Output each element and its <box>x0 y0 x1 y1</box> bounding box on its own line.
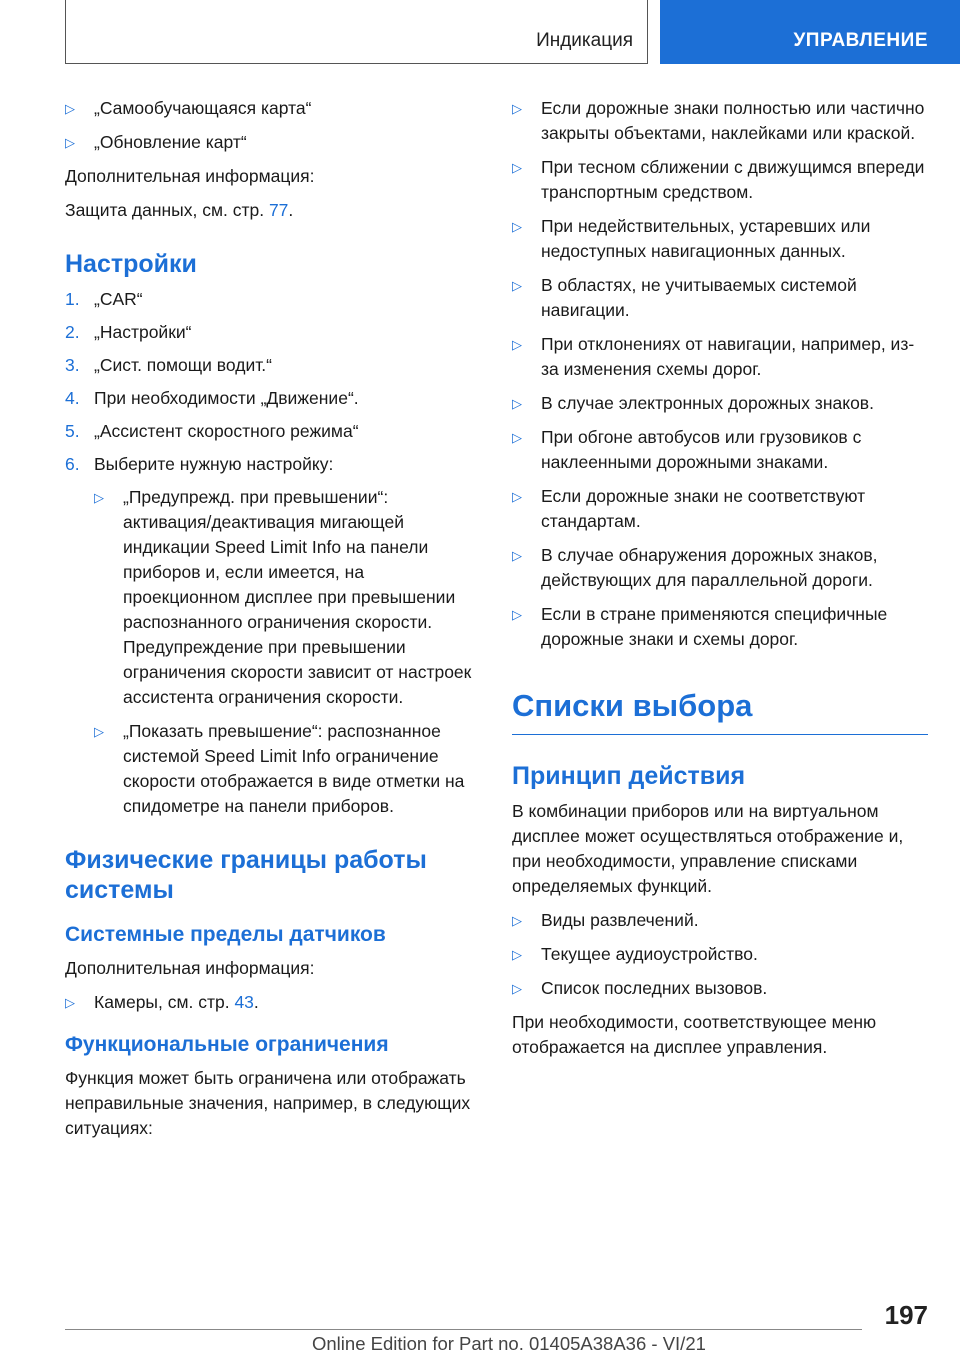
header-section-box <box>65 0 648 64</box>
page-link-77[interactable]: 77 <box>268 200 289 220</box>
triangle-bullet-icon: ▷ <box>512 219 522 234</box>
list-item: ▷ „Предупрежд. при превышении“: активация/деактивация мигающей индикации Speed Limit Info на панели приборов и, если имеется, на проекционном дисплее при превышении распознанного ограничения скорости. Предупреждение при превышении ограничения скорости зависит от настроек ассистента ограничения скорости. <box>94 487 472 707</box>
list-item: ▷ Текущее аудиоустройство. <box>512 942 928 967</box>
footer-divider <box>65 1329 862 1330</box>
sensor-heading: Системные пределы датчиков <box>65 923 386 946</box>
left-column <box>65 96 475 1150</box>
header-chapter-tab <box>660 0 960 64</box>
step-item: 1. „CAR“ <box>65 289 143 309</box>
page-link-43[interactable]: 43 <box>234 992 254 1012</box>
func-heading: Функциональные ограничения <box>65 1033 389 1056</box>
step-item: 3. „Сист. помощи водит.“ <box>65 355 272 375</box>
info-text: Защита данных, см. стр. 77. <box>65 200 294 220</box>
list-item: ▷ При обгоне автобусов или грузовиков с наклеенными дорожными знаками. <box>512 427 862 472</box>
list-item: ▷ „Обновление карт“ <box>65 130 475 155</box>
list-item: ▷ Камеры, см. стр. 43. <box>65 990 475 1015</box>
triangle-bullet-icon: ▷ <box>512 489 522 504</box>
sub-list <box>65 485 475 819</box>
principle-text: В комбинации приборов или на виртуальном дисплее может осуществляться отображение и, при необходимости, управление списками определяемых функций. <box>512 801 904 896</box>
list-item: ▷ Если дорожные знаки полностью или частично закрыты объектами, наклейками или краской. <box>512 98 925 143</box>
list-item: ▷ „Самообучающаяся карта“ <box>65 96 475 121</box>
triangle-bullet-icon: ▷ <box>512 160 522 175</box>
list-item: ▷ В областях, не учитываемых системой навигации. <box>512 275 857 320</box>
footer-edition: Online Edition for Part no. 01405A38A36 - VI/21 <box>312 1333 706 1354</box>
sensor-label: Дополнительная информация: <box>65 958 315 978</box>
list-item: ▷ В случае обнаружения дорожных знаков, действующих для параллельной дороги. <box>512 545 878 590</box>
step-item: 4. При необходимости „Движение“. <box>65 388 359 408</box>
triangle-bullet-icon: ▷ <box>512 430 522 445</box>
triangle-bullet-icon: ▷ <box>94 724 104 739</box>
triangle-bullet-icon: ▷ <box>512 396 522 411</box>
list-item: ▷ „Показать превышение“: распознанное системой Speed Limit Info ограничение скорости отображается в виде отметки на спидометре на панели приборов. <box>94 721 465 816</box>
list-item: ▷ При тесном сближении с движущимся впереди транспортным средством. <box>512 157 925 202</box>
list-item: ▷ Список последних вызовов. <box>512 976 928 1001</box>
triangle-bullet-icon: ▷ <box>512 337 522 352</box>
list-item: ▷ Если в стране применяются специфичные дорожные знаки и схемы дорог. <box>512 604 888 649</box>
menu-text: При необходимости, соответствующее меню отображается на дисплее управления. <box>512 1012 877 1057</box>
triangle-bullet-icon: ▷ <box>65 101 75 116</box>
triangle-bullet-icon: ▷ <box>512 947 522 962</box>
list-item: ▷ В случае электронных дорожных знаков. <box>512 391 928 416</box>
principle-heading: Принцип действия <box>512 762 746 790</box>
header-chapter-title: УПРАВЛЕНИЕ <box>793 30 928 51</box>
header-section-title: Индикация <box>536 30 633 51</box>
step-item: 5. „Ассистент скоростного режима“ <box>65 421 359 441</box>
triangle-bullet-icon: ▷ <box>512 278 522 293</box>
triangle-bullet-icon: ▷ <box>512 101 522 116</box>
limits-heading: Физические границы работы системы <box>65 846 427 904</box>
triangle-bullet-icon: ▷ <box>65 995 75 1010</box>
func-text: Функция может быть ограничена или отображать неправильные значения, например, в следующих ситуациях: <box>65 1068 471 1138</box>
page-number: 197 <box>884 1300 928 1330</box>
list-item: ▷ Виды развлечений. <box>512 908 928 933</box>
step-item: 6. Выберите нужную настройку: <box>65 454 334 474</box>
list-item: ▷ При отклонениях от навигации, например, из-за изменения схемы дорог. <box>512 334 915 379</box>
list-item: ▷ Если дорожные знаки не соответствуют стандартам. <box>512 486 866 531</box>
right-column <box>512 96 928 1069</box>
triangle-bullet-icon: ▷ <box>512 981 522 996</box>
settings-heading: Настройки <box>65 250 197 278</box>
triangle-bullet-icon: ▷ <box>65 135 75 150</box>
list-item: ▷ При недействительных, устаревших или недоступных навигационных данных. <box>512 216 871 261</box>
triangle-bullet-icon: ▷ <box>512 913 522 928</box>
triangle-bullet-icon: ▷ <box>512 607 522 622</box>
info-label: Дополнительная информация: <box>65 166 315 186</box>
triangle-bullet-icon: ▷ <box>512 548 522 563</box>
triangle-bullet-icon: ▷ <box>94 490 104 505</box>
step-item: 2. „Настройки“ <box>65 322 192 342</box>
lists-heading: Списки выбора <box>512 686 928 735</box>
